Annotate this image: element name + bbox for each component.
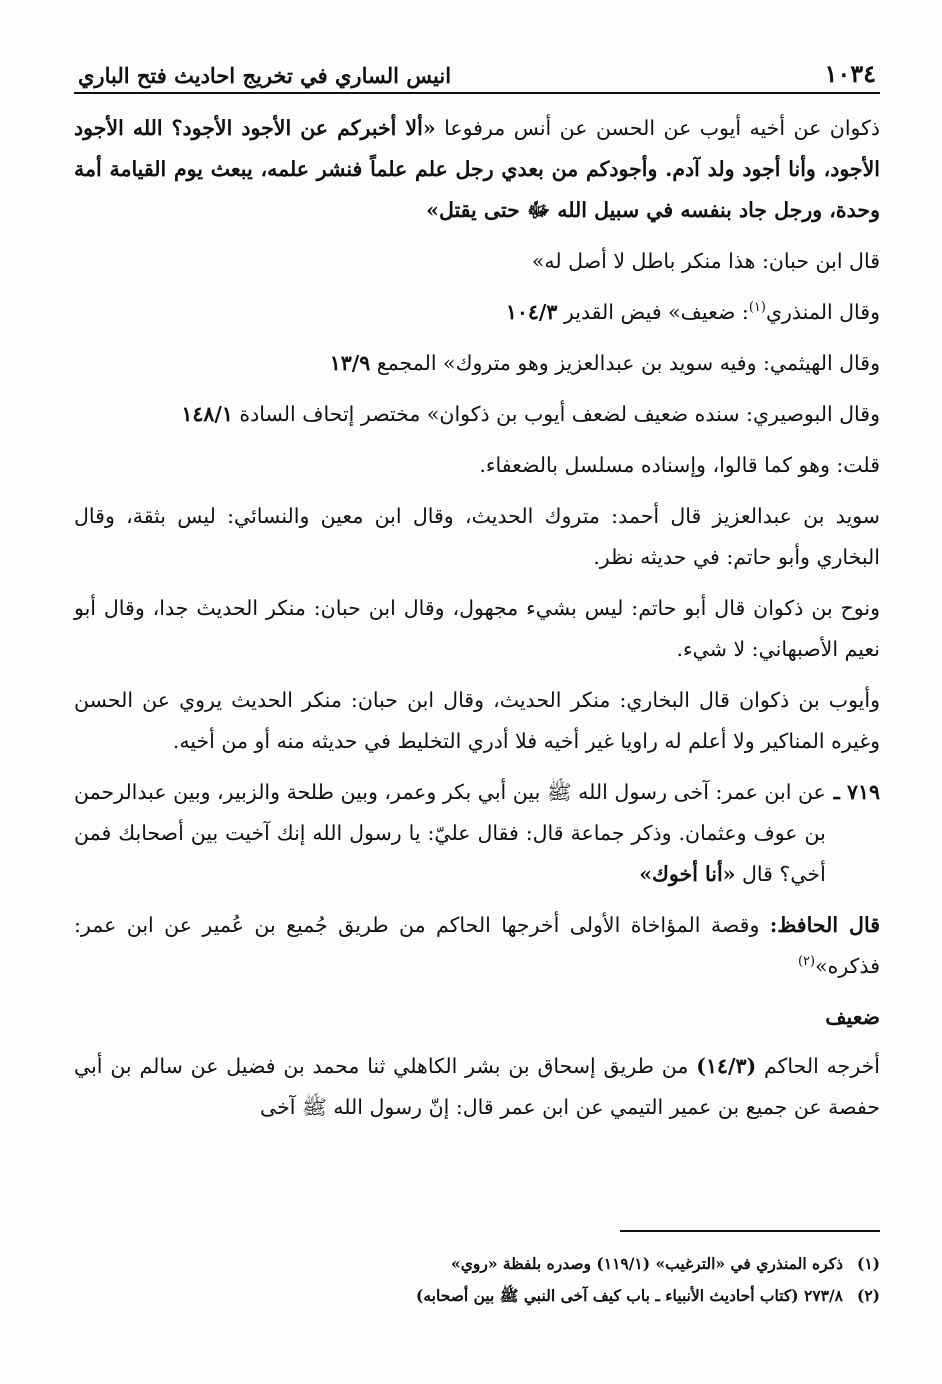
reference-number: ١٣/٩ xyxy=(329,351,371,375)
running-title: انيس الساري في تخريج احاديث فتح الباري xyxy=(78,63,452,88)
paragraph-text: وقال الهيثمي: وفيه سويد بن عبدالعزيز وهو متروك» المجمع xyxy=(370,351,880,375)
footnote-text: ذكره المنذري في «الترغيب» (١١٩/١) وصدره بلفظة «روي» xyxy=(451,1254,843,1273)
paragraph-hafiz xyxy=(74,905,880,987)
paragraph-text: : ضعيف» فيض القدير xyxy=(557,300,749,324)
paragraph-text: وقصة المؤاخاة الأولى أخرجها الحاكم من طريق جُميع بن عُمير عن ابن عمر: فذكره» xyxy=(74,913,880,978)
paragraph-hadith-text xyxy=(74,108,880,231)
reference-number: (١٤/٣) xyxy=(696,1054,757,1078)
footnote-number: (٢) xyxy=(856,1286,880,1305)
grading-heading: ضعيف xyxy=(825,1005,880,1029)
footnote-ref[interactable]: (٢) xyxy=(797,954,816,970)
page-header xyxy=(74,44,880,94)
reference-number: ١٤٨/١ xyxy=(181,402,233,426)
footnote-number: (١) xyxy=(856,1254,880,1273)
paragraph-text: أخرجه الحاكم xyxy=(756,1054,880,1078)
paragraph-text: وقال المنذري xyxy=(765,300,880,324)
footnote-text: ٢٧٣/٨ (كتاب أحاديث الأنبياء ـ باب كيف آخى النبي ﷺ بين أصحابه) xyxy=(416,1286,843,1305)
paragraph-conclusion: قلت: وهو كما قالوا، وإسناده مسلسل بالضعفاء. xyxy=(479,453,880,477)
paragraph-nuh: ونوح بن ذكوان قال أبو حاتم: ليس بشيء مجهول، وقال ابن حبان: منكر الحديث جدا، وقال أبو نعيم الأصبهاني: لا شيء. xyxy=(74,596,880,661)
paragraph-ibn-hibban: قال ابن حبان: هذا منكر باطل لا أصل له» xyxy=(531,249,880,273)
paragraph-ayyub: وأيوب بن ذكوان قال البخاري: منكر الحديث، وقال ابن حبان: منكر الحديث يروي عن الحسن وغيره المناكير ولا أعلم له راويا غير أخيه فلا أدري التخليط في حديثه منه أو من أخيه. xyxy=(74,688,880,753)
page-number: ١٠٣٤ xyxy=(824,59,876,88)
footnote-divider xyxy=(620,1230,880,1232)
book-page xyxy=(74,44,880,1305)
paragraph-mundhiri xyxy=(74,292,880,333)
hadith-quote: «أنا أخوك» xyxy=(639,862,736,886)
paragraph-text: ذكوان عن أخيه أيوب عن الحسن عن أنس مرفوعا xyxy=(435,116,880,140)
paragraph-text: وقال البوصيري: سنده ضعيف لضعف أيوب بن ذكوان» مختصر إتحاف السادة xyxy=(232,402,880,426)
paragraph-hakim xyxy=(74,1046,880,1128)
paragraph-haythami xyxy=(74,343,880,384)
footnotes xyxy=(74,1248,880,1312)
reference-number: ١٠٤/٣ xyxy=(505,300,558,324)
footnote-ref[interactable]: (١) xyxy=(748,300,766,316)
hafiz-label: قال الحافظ: xyxy=(769,913,880,937)
hadith-quote: «ألا أخبركم عن الأجود الأجود؟ الله الأجود الأجود، وأنا أجود ولد آدم. وأجودكم من بعدي رجل علم علماً فنشر علمه، يبعث يوم القيامة أمة وحدة، ورجل جاد بنفسه في سبيل الله ﷻ حتى يقتل» xyxy=(74,116,880,222)
footnote-item xyxy=(74,1280,880,1312)
hadith-text xyxy=(74,772,826,895)
paragraph-busiri xyxy=(74,394,880,435)
page-body xyxy=(74,108,880,1128)
hadith-number: ٧١٩ ـ xyxy=(833,780,880,804)
paragraph-text: عن ابن عمر: آخى رسول الله ﷺ بين أبي بكر وعمر، وبين طلحة والزبير، وبين عبدالرحمن بن عوف وعثمان. وذكر جماعة قال: فقال عليّ: يا رسول الله إنك آخيت بين أصحابك فمن أخي؟ قال xyxy=(74,780,826,886)
hadith-item-719 xyxy=(74,772,880,895)
paragraph-suwayd: سويد بن عبدالعزيز قال أحمد: متروك الحديث، وقال ابن معين والنسائي: ليس بثقة، وقال البخاري وأبو حاتم: في حديثه نظر. xyxy=(74,504,880,569)
paragraph-text: من طريق إسحاق بن بشر الكاهلي ثنا محمد بن فضيل عن سالم بن أبي حفصة عن جميع بن عمير التيمي عن ابن عمر قال: إنّ رسول الله ﷺ آخى xyxy=(74,1054,880,1119)
footnote-item xyxy=(74,1248,880,1280)
